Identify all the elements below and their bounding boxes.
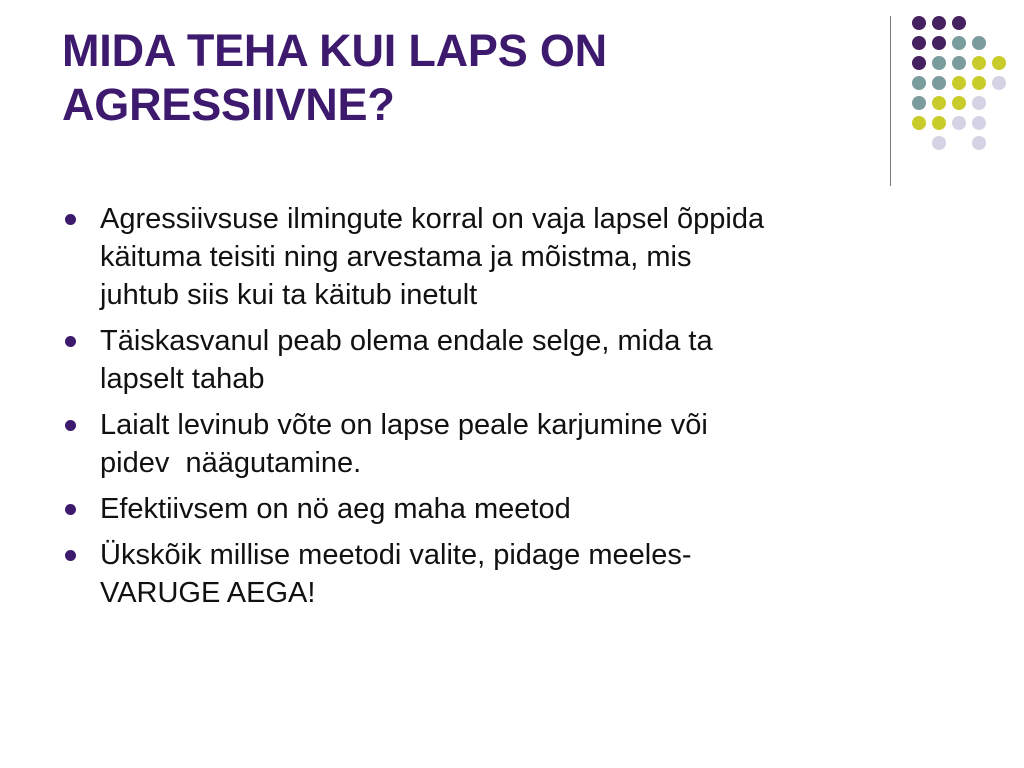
bullet-item-5 (62, 536, 962, 612)
bullet-1-line-3: juhtub siis kui ta käitub inetult (100, 279, 478, 311)
bullet-5-line-1: Ükskõik millise meetodi valite, pidage meeles- (100, 539, 692, 571)
decorative-dot-lavender (932, 136, 946, 150)
bullet-dot-icon (65, 550, 76, 561)
decorative-dot-purple (932, 36, 946, 50)
decorative-dot-purple (952, 16, 966, 30)
decorative-dot-lavender (972, 116, 986, 130)
decorative-dot-purple (912, 16, 926, 30)
decorative-dot-teal (932, 76, 946, 90)
decorative-dot-teal (952, 56, 966, 70)
decorative-dot-yellow (912, 116, 926, 130)
decorative-dot-teal (912, 76, 926, 90)
bullet-2-line-1: Täiskasvanul peab olema endale selge, mida ta (100, 325, 713, 357)
decorative-dot-purple (912, 56, 926, 70)
decorative-dot-lavender (972, 136, 986, 150)
decorative-dot-yellow (972, 56, 986, 70)
bullet-dot-icon (65, 504, 76, 515)
title-line-2: AGRESSIIVNE? (62, 79, 395, 130)
bullet-dot-icon (65, 214, 76, 225)
decorative-dot-teal (972, 36, 986, 50)
decorative-dot-lavender (992, 76, 1006, 90)
title-line-1: MIDA TEHA KUI LAPS ON (62, 25, 607, 76)
bullet-text-4 (100, 493, 571, 525)
bullet-1-line-2: käituma teisiti ning arvestama ja mõistma, mis (100, 241, 692, 273)
bullet-item-2 (62, 322, 962, 398)
decorative-dot-yellow (932, 96, 946, 110)
decorative-dot-lavender (952, 116, 966, 130)
bullet-1-line-1: Agressiivsuse ilmingute korral on vaja lapsel õppida (100, 203, 765, 235)
bullet-text-3 (100, 409, 708, 479)
bullet-dot-icon (65, 336, 76, 347)
bullet-2-line-2: lapselt tahab (100, 363, 265, 395)
decorative-dot-teal (932, 56, 946, 70)
bullet-dot-icon (65, 420, 76, 431)
decorative-dot-yellow (932, 116, 946, 130)
decorative-dot-teal (912, 96, 926, 110)
decorative-dot-yellow (992, 56, 1006, 70)
bullet-item-4 (62, 490, 962, 528)
bullet-5-line-2: VARUGE AEGA! (100, 577, 316, 609)
bullet-3-line-1: Laialt levinub võte on lapse peale karjumine või (100, 409, 708, 441)
bullet-text-1 (100, 203, 764, 311)
decorative-dot-lavender (972, 96, 986, 110)
bullet-4-line-1: Efektiivsem on nö aeg maha meetod (100, 493, 571, 525)
decorative-dot-yellow (952, 96, 966, 110)
bullet-text-2 (100, 325, 713, 395)
decorative-dot-teal (952, 36, 966, 50)
decorative-dot-grid (0, 0, 1024, 200)
decorative-dot-yellow (952, 76, 966, 90)
bullet-text-5 (100, 539, 692, 609)
bullet-item-3 (62, 406, 962, 482)
bullet-item-1 (62, 200, 962, 314)
decorative-dot-purple (912, 36, 926, 50)
decorative-dot-yellow (972, 76, 986, 90)
bullet-3-line-2: pidev näägutamine. (100, 447, 362, 479)
bullet-list (62, 200, 962, 620)
decorative-dot-purple (932, 16, 946, 30)
